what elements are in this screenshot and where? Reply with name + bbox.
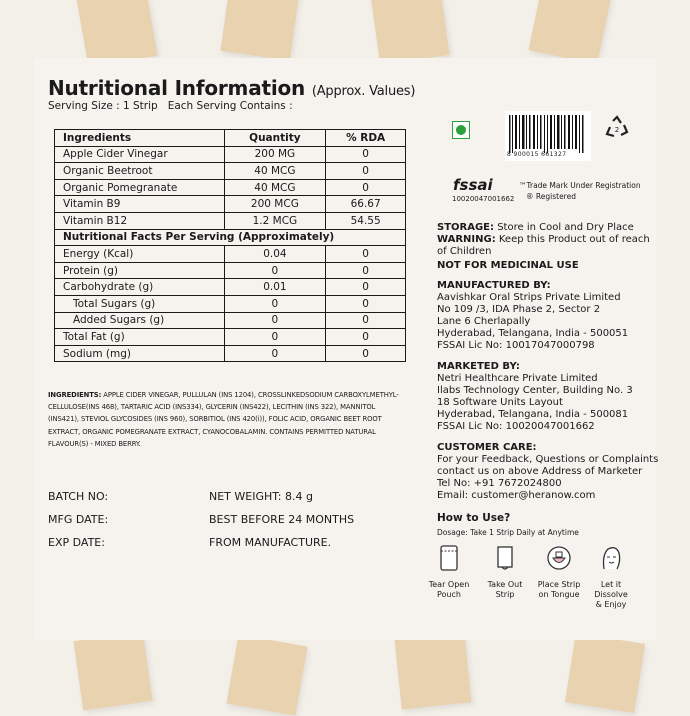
- cell: Organic Pomegranate: [55, 179, 225, 196]
- step-label: on Tongue: [538, 590, 580, 599]
- cell: 200 MG: [224, 146, 326, 163]
- cell: Sodium (mg): [55, 345, 225, 362]
- cell: 66.67: [326, 196, 406, 213]
- bg-tile: [528, 0, 611, 65]
- storage-section: [437, 222, 662, 272]
- cell: Total Sugars (g): [55, 295, 225, 312]
- nutrition-table: [54, 129, 406, 362]
- cell: 0: [224, 345, 326, 362]
- table-header-row: [55, 130, 406, 147]
- best-before: BEST BEFORE 24 MONTHS: [209, 513, 355, 526]
- warning-text: Keep this Product out of reach of Children: [437, 234, 650, 257]
- cell: 0: [326, 312, 406, 329]
- recycle-icon: [604, 115, 630, 141]
- cell: Apple Cider Vinegar: [55, 146, 225, 163]
- table-row: [55, 212, 406, 229]
- manufacturer-line: Hyderabad, Telangana, India - 500051: [437, 328, 629, 339]
- pouch-icon: [434, 543, 464, 573]
- marketer-line: 18 Software Units Layout: [437, 397, 563, 408]
- exp-date-label: EXP DATE:: [48, 536, 105, 549]
- marketer-section: [437, 361, 662, 433]
- care-line: For your Feedback, Questions or Complaints: [437, 454, 659, 465]
- cell: Vitamin B12: [55, 212, 225, 229]
- fssai-number: 10020047001662: [452, 195, 515, 203]
- step-label: Take Out: [487, 580, 523, 589]
- table-row: [55, 279, 406, 296]
- cell: 1.2 MCG: [224, 212, 326, 229]
- table-row: [55, 345, 406, 362]
- table-row: [55, 312, 406, 329]
- manufacturer-line: FSSAI Lic No: 10017047000798: [437, 340, 595, 351]
- section-row: [55, 229, 406, 246]
- storage-label: STORAGE:: [437, 222, 495, 233]
- table-row: [55, 196, 406, 213]
- not-medicinal: NOT FOR MEDICINAL USE: [437, 260, 579, 271]
- table-row: [55, 146, 406, 163]
- step-take-out: [479, 543, 531, 600]
- mfg-date-label: MFG DATE:: [48, 513, 109, 526]
- howto-title: How to Use?: [437, 512, 511, 524]
- registered-note: ® Registered: [526, 192, 576, 201]
- step-label: Strip: [495, 590, 515, 599]
- cell: 200 MCG: [224, 196, 326, 213]
- step-label: & Enjoy: [595, 600, 627, 609]
- face-icon: [596, 543, 626, 573]
- dosage-text: Dosage: Take 1 Strip Daily at Anytime: [437, 528, 579, 537]
- bg-tile: [220, 0, 299, 61]
- cell: 0: [326, 279, 406, 296]
- table-row: [55, 246, 406, 263]
- step-label: Tear Open: [428, 580, 470, 589]
- bg-tile: [370, 0, 449, 65]
- cell: 0: [224, 295, 326, 312]
- table-row: [55, 295, 406, 312]
- barcode-number: 8 900015 661327: [507, 151, 567, 158]
- svg-text:2: 2: [614, 126, 620, 134]
- step-label: Pouch: [437, 590, 461, 599]
- trademark-note: ™Trade Mark Under Registration: [519, 181, 641, 190]
- warning-label: WARNING:: [437, 234, 496, 245]
- cell: Vitamin B9: [55, 196, 225, 213]
- cell: 0: [224, 329, 326, 346]
- cell: Total Fat (g): [55, 329, 225, 346]
- bg-tile: [73, 631, 152, 710]
- manufacturer-section: [437, 280, 662, 352]
- tongue-icon: [544, 543, 574, 573]
- cell: Organic Beetroot: [55, 163, 225, 180]
- manufacturer-line: Aavishkar Oral Strips Private Limited: [437, 292, 621, 303]
- cell: 0: [326, 262, 406, 279]
- storage-text: Store in Cool and Dry Place: [497, 222, 634, 233]
- care-line: contact us on above Address of Marketer: [437, 466, 643, 477]
- from-manufacture: FROM MANUFACTURE.: [209, 536, 332, 549]
- strip-icon: [490, 543, 520, 573]
- step-label: Let it Dissolve: [594, 580, 628, 599]
- net-weight: NET WEIGHT: 8.4 g: [209, 490, 313, 503]
- cell: 0.01: [224, 279, 326, 296]
- customer-care-section: [437, 442, 662, 502]
- veg-icon: [452, 121, 470, 139]
- care-email[interactable]: Email: customer@heranow.com: [437, 490, 596, 501]
- cell: Protein (g): [55, 262, 225, 279]
- header-quantity: Quantity: [224, 130, 326, 147]
- cell: Carbohydrate (g): [55, 279, 225, 296]
- cell: 40 MCG: [224, 179, 326, 196]
- bg-tile: [395, 633, 472, 710]
- bg-tile: [226, 634, 307, 715]
- marketer-line: Hyderabad, Telangana, India - 500081: [437, 409, 629, 420]
- step-label: Place Strip: [537, 580, 581, 589]
- barcode: [505, 111, 591, 161]
- step-place-on-tongue: [533, 543, 585, 600]
- cell: 0: [326, 179, 406, 196]
- care-line: Tel No: +91 7672024800: [437, 478, 562, 489]
- table-row: [55, 179, 406, 196]
- marketer-label: MARKETED BY:: [437, 361, 520, 372]
- cell: 0: [224, 312, 326, 329]
- cell: 0: [326, 246, 406, 263]
- marketer-line: Netri Healthcare Private Limited: [437, 373, 598, 384]
- customer-care-label: CUSTOMER CARE:: [437, 442, 537, 453]
- table-row: [55, 262, 406, 279]
- fssai-logo: fssai: [453, 176, 493, 194]
- step-tear-open: [423, 543, 475, 600]
- manufacturer-line: No 109 /3, IDA Phase 2, Sector 2: [437, 304, 601, 315]
- header-ingredients: Ingredients: [55, 130, 225, 147]
- serving-info: Serving Size : 1 Strip Each Serving Contains :: [48, 100, 293, 112]
- cell: 0.04: [224, 246, 326, 263]
- page-title: Nutritional Information (Approx. Values): [48, 76, 416, 100]
- header-rda: % RDA: [326, 130, 406, 147]
- section-title: Nutritional Facts Per Serving (Approximately): [55, 229, 406, 246]
- table-row: [55, 329, 406, 346]
- cell: 0: [326, 329, 406, 346]
- table-row: [55, 163, 406, 180]
- cell: 0: [326, 345, 406, 362]
- cell: 40 MCG: [224, 163, 326, 180]
- manufacturer-label: MANUFACTURED BY:: [437, 280, 551, 291]
- marketer-line: FSSAI Lic No: 10020047001662: [437, 421, 595, 432]
- marketer-line: Ilabs Technology Center, Building No. 3: [437, 385, 633, 396]
- bg-tile: [565, 633, 645, 713]
- title-note: (Approx. Values): [311, 84, 416, 99]
- ingredients-list: APPLE CIDER VINEGAR, PULLULAN (INS 1204), CROSSLINKEDSODIUM CARBOXYLMETHYL-CELLULOSE(INS 468), TARTARIC ACID (INS334), GLYCERIN (INS422), LECITHIN (INS 322), MANNITOL (INS421), STEVIOL GLYCOSIDES (INS 960), SORBITIOL (INS 420(i)), FOLIC ACID, ORGANIC BEET ROOT EXTRACT, ORGANIC POMEGRANATE EXTRACT, CYANOCOBALAMIN. CONTAINS PERMITTED NATURAL FLAVOUR(S) - MIXED BERRY.: [48, 391, 399, 448]
- cell: 0: [326, 146, 406, 163]
- manufacturer-line: Lane 6 Cherlapally: [437, 316, 531, 327]
- step-dissolve: [585, 543, 637, 610]
- ingredients-label: INGREDIENTS:: [48, 391, 102, 399]
- cell: 0: [326, 295, 406, 312]
- cell: Added Sugars (g): [55, 312, 225, 329]
- cell: 0: [224, 262, 326, 279]
- ingredients-text: [48, 389, 408, 450]
- batch-label: BATCH NO:: [48, 490, 109, 503]
- cell: 54.55: [326, 212, 406, 229]
- cell: Energy (Kcal): [55, 246, 225, 263]
- cell: 0: [326, 163, 406, 180]
